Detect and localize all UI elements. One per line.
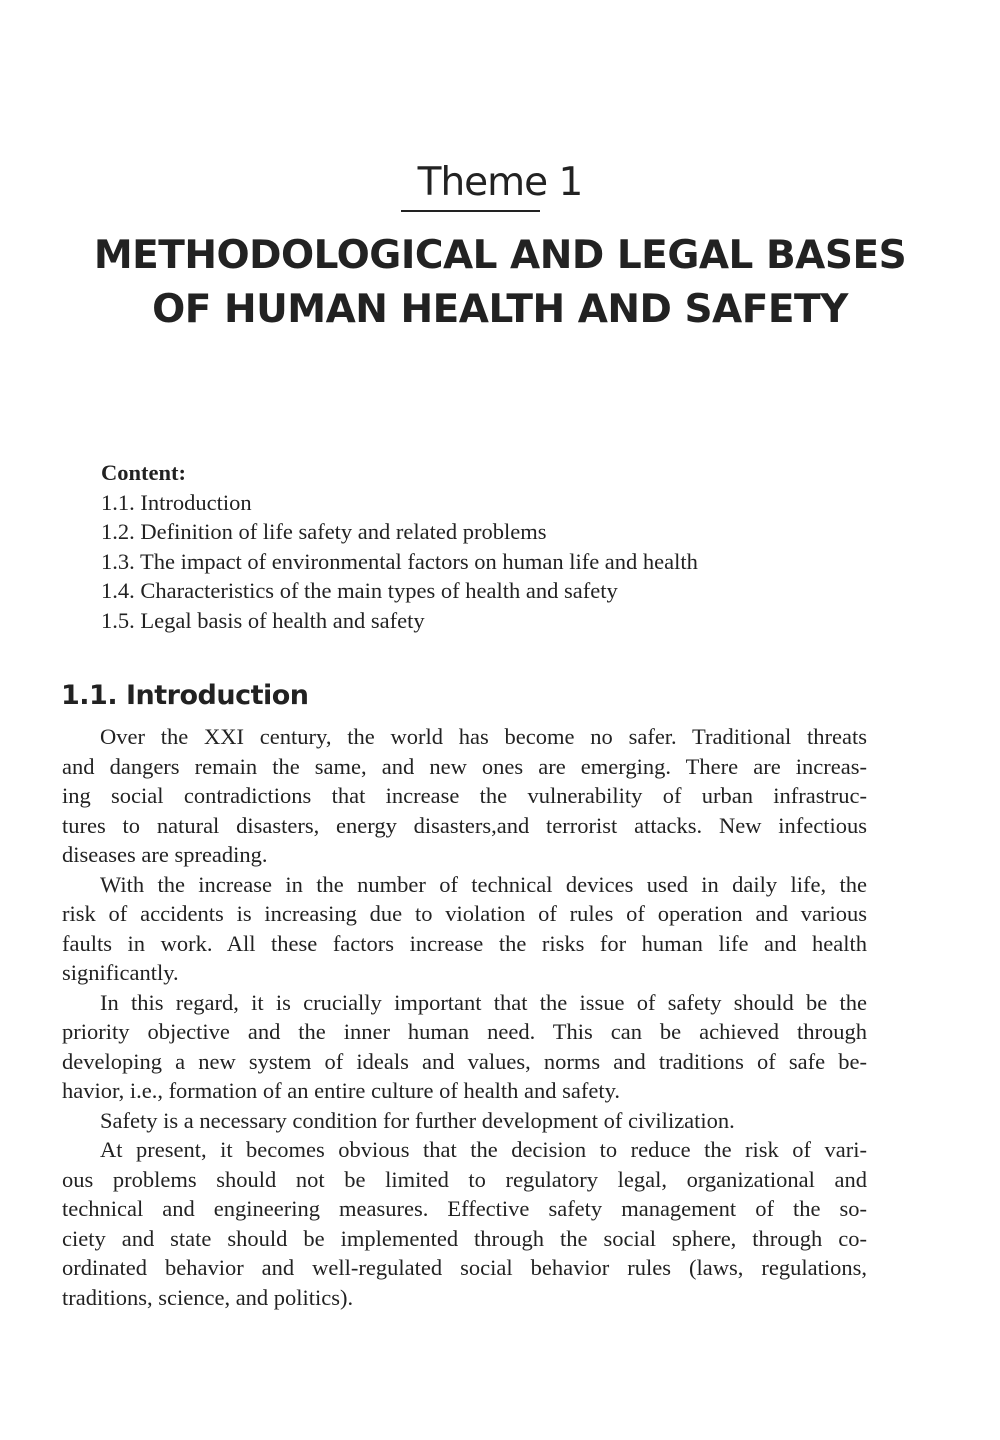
text-line: faults in work. All these factors increase the risks for human life and health bbox=[62, 930, 867, 956]
chapter-title bbox=[40, 229, 960, 337]
text-line: Over the XXI century, the world has become no safer. Traditional threats bbox=[100, 724, 867, 749]
section-body bbox=[62, 722, 867, 1312]
text-line: ing social contradictions that increase the vulnerability of urban infrastruc- bbox=[62, 783, 867, 808]
text-line: ous problems should not be limited to regulatory legal, organizational and bbox=[62, 1166, 867, 1192]
toc-item: 1.3. The impact of environmental factors on human life and health bbox=[101, 548, 698, 574]
text-line: and dangers remain the same, and new ones are emerging. There are increas- bbox=[62, 753, 867, 779]
paragraph-2 bbox=[62, 870, 867, 988]
chapter-title-line-2: OF HUMAN HEALTH AND SAFETY bbox=[152, 287, 848, 332]
toc-item: 1.4. Characteristics of the main types of health and safety bbox=[101, 578, 618, 603]
toc-heading: Content: bbox=[101, 460, 186, 485]
text-line: tures to natural disasters, energy disasters,and terrorist attacks. New infectious bbox=[62, 812, 867, 838]
text-line: priority objective and the inner human need. This can be achieved through bbox=[62, 1019, 867, 1044]
text-line: significantly. bbox=[62, 960, 179, 985]
toc-item: 1.2. Definition of life safety and related problems bbox=[101, 519, 547, 544]
toc-item: 1.5. Legal basis of health and safety bbox=[101, 607, 425, 633]
text-line: With the increase in the number of technical devices used in daily life, the bbox=[100, 871, 867, 897]
chapter-title-line-1: METHODOLOGICAL AND LEGAL BASES bbox=[93, 233, 907, 278]
text-line: developing a new system of ideals and values, norms and traditions of safe be- bbox=[62, 1048, 867, 1074]
section-heading: 1.1. Introduction bbox=[61, 680, 309, 711]
paragraph-5 bbox=[62, 1135, 867, 1312]
text-line: risk of accidents is increasing due to violation of rules of operation and various bbox=[62, 901, 867, 926]
theme-label: Theme 1 bbox=[417, 160, 583, 205]
text-line: At present, it becomes obvious that the decision to reduce the risk of vari- bbox=[100, 1137, 867, 1162]
text-line: Safety is a necessary condition for further development of civilization. bbox=[100, 1107, 735, 1133]
text-line: havior, i.e., formation of an entire culture of health and safety. bbox=[62, 1078, 621, 1103]
paragraph-1 bbox=[62, 722, 867, 870]
text-line: In this regard, it is crucially important that the issue of safety should be the bbox=[100, 989, 867, 1015]
table-of-contents bbox=[101, 458, 901, 635]
text-line: technical and engineering measures. Effective safety management of the so- bbox=[62, 1196, 867, 1221]
text-line: ciety and state should be implemented through the social sphere, through co- bbox=[62, 1225, 867, 1251]
paragraph-4 bbox=[62, 1106, 867, 1136]
paragraph-3 bbox=[62, 988, 867, 1106]
theme-underline bbox=[401, 210, 540, 212]
text-line: ordinated behavior and well-regulated social behavior rules (laws, regulations, bbox=[62, 1255, 867, 1280]
text-line: diseases are spreading. bbox=[62, 842, 268, 867]
toc-item: 1.1. Introduction bbox=[101, 489, 252, 515]
text-line: traditions, science, and politics). bbox=[62, 1284, 354, 1310]
